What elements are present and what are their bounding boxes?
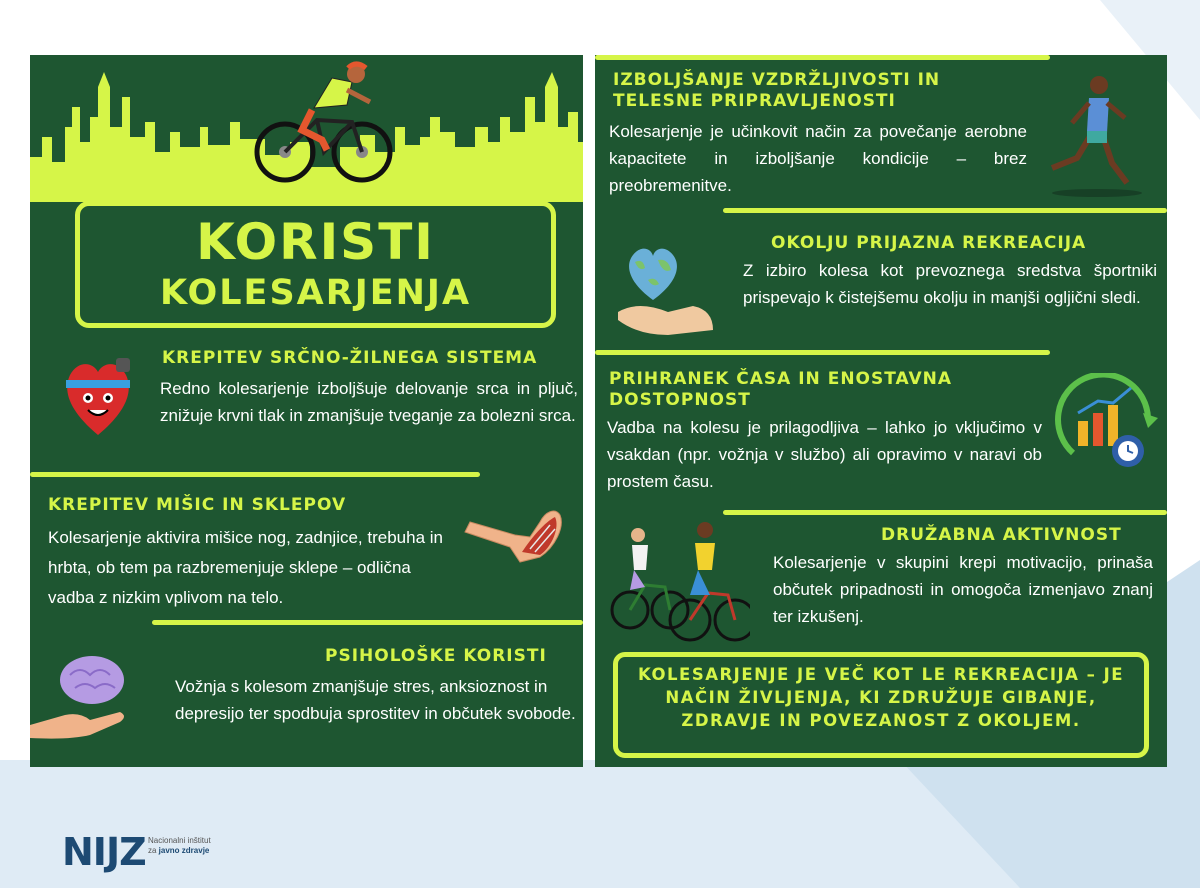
title-box bbox=[75, 201, 556, 328]
logo-subtitle bbox=[148, 836, 258, 856]
nijz-logo bbox=[62, 830, 211, 874]
group-cyclists-icon bbox=[610, 515, 750, 645]
section-heading-time: PRIHRANEK ČASA IN ENOSTAVNA DOSTOPNOST bbox=[609, 369, 953, 410]
closing-box bbox=[613, 652, 1149, 758]
runner-icon bbox=[1047, 73, 1147, 198]
section-heading-endurance: IZBOLJŠANJE VZDRŽLJIVOSTI IN TELESNE PRIPRAVLJENOSTI bbox=[613, 70, 941, 111]
section-text-eco: Z izbiro kolesa kot prevoznega sredstva športniki prispevajo k čistejšemu okolju in manjši ogljični sledi. bbox=[743, 261, 1157, 307]
section-text-psych: Vožnja s kolesom zmanjšuje stres, anksioznost in depresijo ter spodbuja sprostitev in občutek svobode. bbox=[175, 677, 576, 723]
section-heading-muscles: KREPITEV MIŠIC IN SKLEPOV bbox=[48, 495, 347, 515]
section-heading-social: DRUŽABNA AKTIVNOST bbox=[881, 525, 1122, 545]
left-panel bbox=[30, 55, 583, 767]
heart-icon bbox=[58, 350, 138, 440]
section-text-endurance: Kolesarjenje je učinkovit način za povečanje aerobne kapacitete in izboljšanje kondicije – brez preobremenitve. bbox=[609, 122, 1027, 195]
divider bbox=[30, 472, 480, 477]
page-title: KORISTI bbox=[196, 213, 435, 271]
section-heading-cardio: KREPITEV SRČNO-ŽILNEGA SISTEMA bbox=[162, 348, 538, 368]
logo-line2a: za bbox=[148, 846, 159, 855]
divider bbox=[595, 350, 1050, 355]
earth-heart-hand-icon bbox=[613, 240, 723, 335]
closing-text: KOLESARJENJE JE VEČ KOT LE REKREACIJA – JE NAČIN ŽIVLJENJA, KI ZDRUŽUJE GIBANJE, ZDRAVJE IN POVEZANOST Z OKOLJEM. bbox=[637, 665, 1125, 730]
section-heading-eco: OKOLJU PRIJAZNA REKREACIJA bbox=[771, 233, 1087, 253]
section-text-social: Kolesarjenje v skupini krepi motivacijo, prinaša občutek pripadnosti in omogoča izmenjavo znanj ter izkušenj. bbox=[773, 553, 1153, 626]
logo-mark: NIJZ bbox=[62, 830, 146, 874]
page-subtitle: KOLESARJENJA bbox=[159, 273, 472, 313]
brain-hand-icon bbox=[30, 650, 130, 745]
divider bbox=[595, 55, 1050, 60]
section-text-cardio: Redno kolesarjenje izboljšuje delovanje srca in pljuč, znižuje krvni tlak in zmanjšuje tveganje za bolezni srca. bbox=[160, 379, 578, 425]
section-text-time: Vadba na kolesu je prilagodljiva – lahko jo vključimo v vsakdan (npr. vožnja v službo) ali opravimo v naravi ob prostem času. bbox=[607, 418, 1042, 491]
section-heading-psych: PSIHOLOŠKE KORISTI bbox=[325, 646, 547, 666]
logo-line1: Nacionalni inštitut bbox=[148, 836, 211, 845]
arm-muscle-icon bbox=[460, 507, 570, 577]
divider bbox=[152, 620, 583, 625]
section-text-muscles: Kolesarjenje aktivira mišice nog, zadnjice, trebuha in hrbta, ob tem pa razbremenjuje sklepe – odlična vadba z nizkim vplivom na telo. bbox=[48, 528, 443, 607]
cyclist-icon bbox=[252, 60, 402, 195]
right-panel bbox=[595, 55, 1167, 767]
divider bbox=[723, 208, 1167, 213]
growth-chart-clock-icon bbox=[1053, 373, 1163, 483]
divider bbox=[723, 510, 1167, 515]
logo-line2b: javno zdravje bbox=[158, 846, 210, 855]
